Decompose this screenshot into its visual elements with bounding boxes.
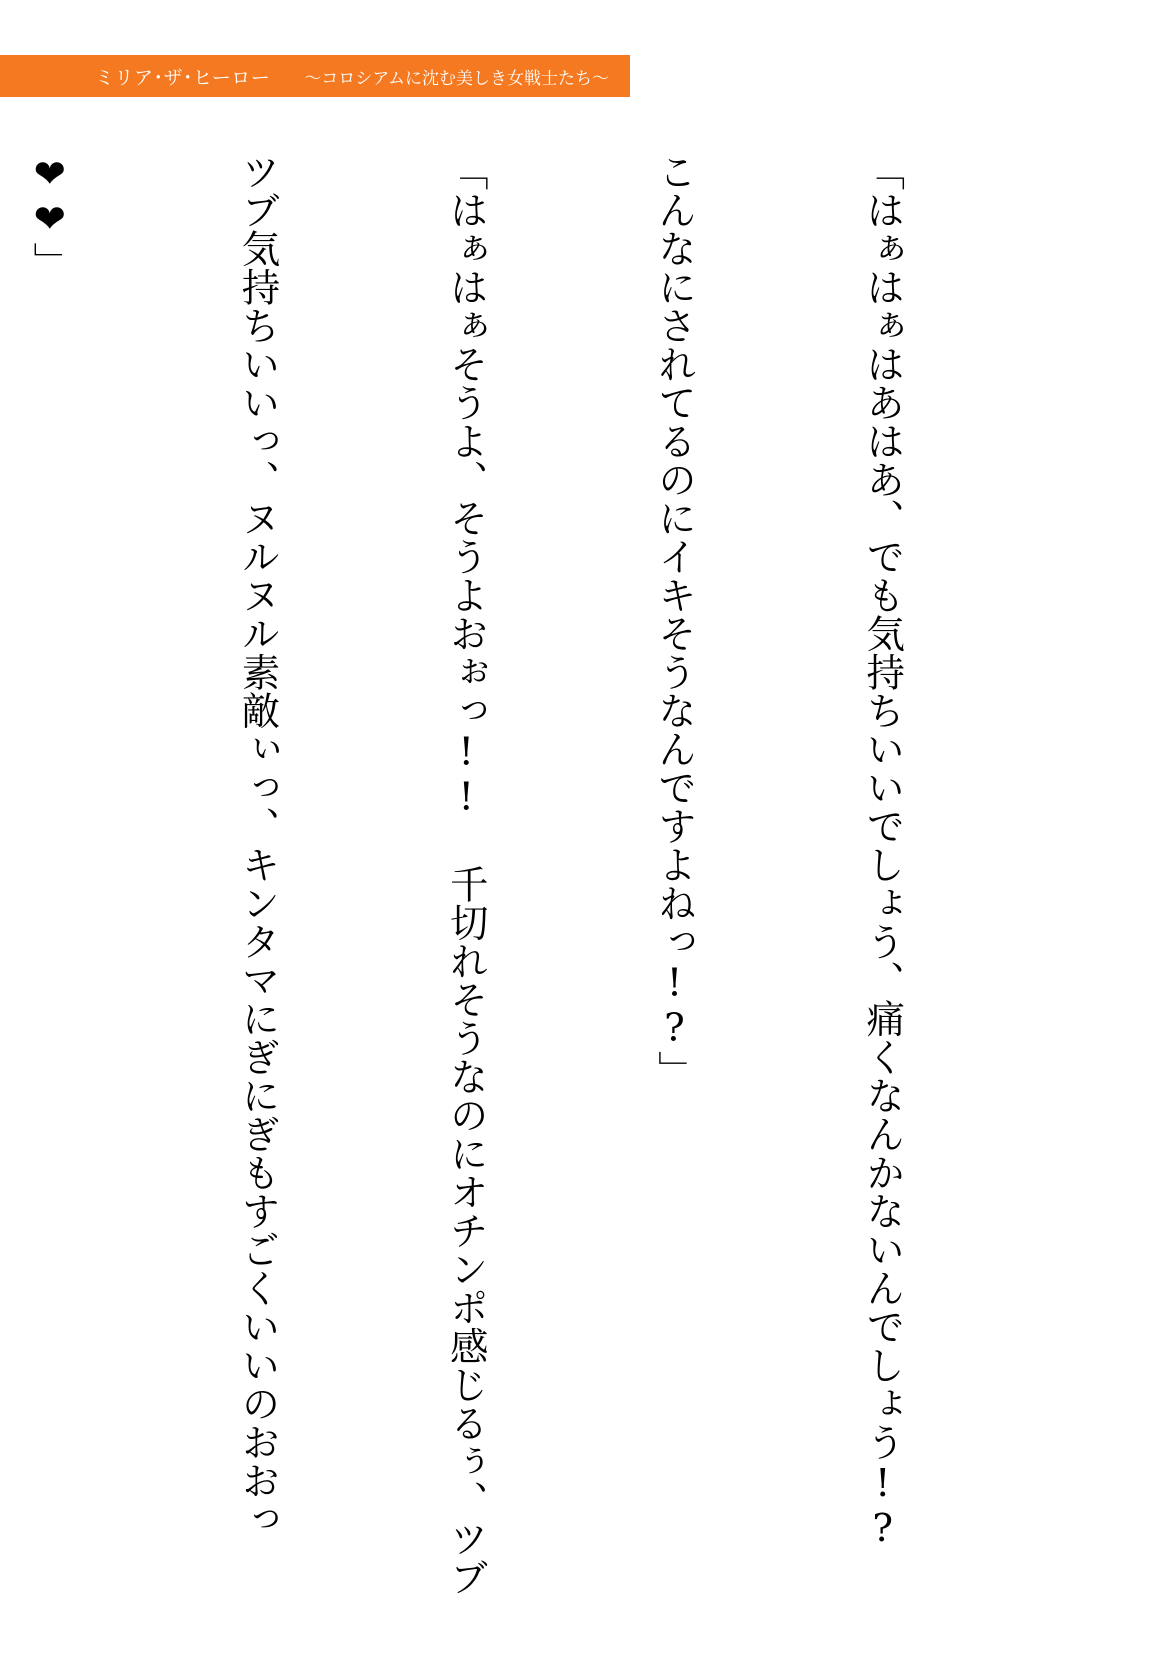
text-line: ツブ気持ちいいっ、ヌルヌル素敵ぃっ、キンタマにぎにぎもすごくいいのおおっ — [235, 152, 281, 1538]
text-line: ❤❤」 — [27, 152, 73, 281]
running-header — [0, 55, 630, 97]
header-title: ミリア･ザ･ヒーロー — [95, 66, 271, 89]
text-line: 「はぁはぁそうよ、そうよおぉっ!! 千切れそうなのにオチンポ感じるぅ、ツブ — [443, 152, 489, 1596]
text-line: こんなにされてるのにイキそうなんですよねっ!?」 — [651, 152, 697, 1089]
vertical-body-text — [0, 152, 1056, 1596]
text-line: 「はぁはぁはあはあ、でも気持ちいいでしょう、痛くなんかないんでしょう!? — [860, 152, 906, 1551]
header-subtitle: ～コロシアムに沈む美しき女戦士たち～ — [304, 68, 610, 89]
